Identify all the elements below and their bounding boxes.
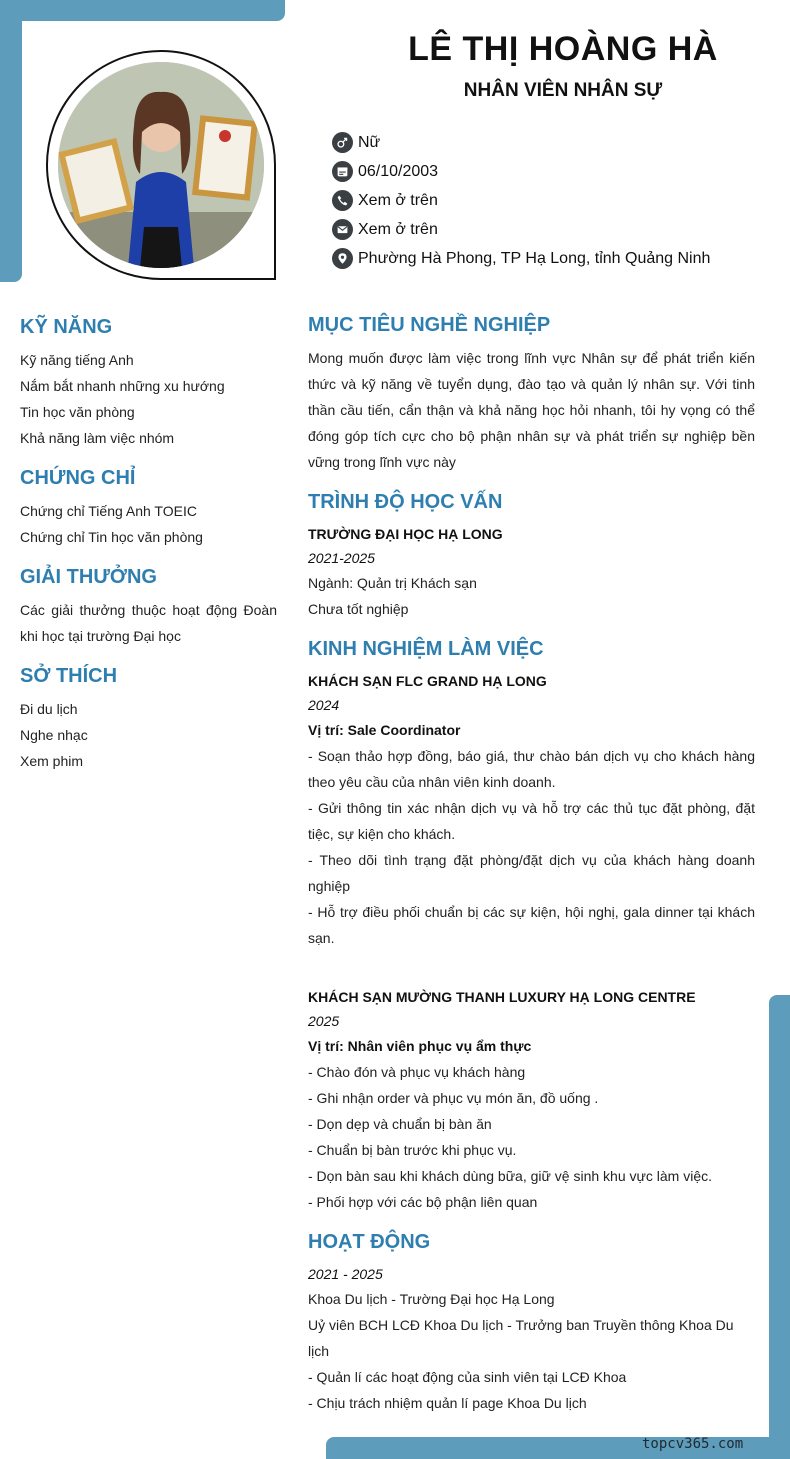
candidate-name: LÊ THỊ HOÀNG HÀ [408, 30, 718, 68]
decorative-right-bar [769, 995, 790, 1459]
job-duty: - Hỗ trợ điều phối chuẩn bị các sự kiện, hội nghị, gala dinner tại khách sạn. [308, 904, 755, 946]
right-column [308, 314, 755, 1432]
education-period: 2021-2025 [308, 550, 375, 566]
left-column [20, 316, 277, 790]
activity-line: - Chịu trách nhiệm quản lí page Khoa Du lịch [308, 1395, 587, 1411]
contact-phone [332, 186, 710, 215]
certificate-item: Chứng chỉ Tiếng Anh TOEIC [20, 503, 197, 519]
job-duty: - Theo dõi tình trạng đặt phòng/đặt dịch vụ của khách hàng doanh nghiệp [308, 852, 755, 894]
job-position: Vị trí: Nhân viên phục vụ ẩm thực [308, 1038, 532, 1054]
education-section [308, 491, 755, 622]
job-duty: - Phối hợp với các bộ phận liên quan [308, 1194, 538, 1210]
objective-section [308, 314, 755, 475]
objective-text: Mong muốn được làm việc trong lĩnh vực Nhân sự để phát triển kiến thức và kỹ năng về tuyển dụng, đào tạo và quản lý nhân sự. Với tinh thần cầu tiến, cẩn thận và khả năng học hỏi nhanh, tôi hy vọng có thể đóng góp tích cực cho bộ phận nhân sự và phát triển sự nghiệp bền vững trong lĩnh vực này [308, 350, 755, 470]
phone-icon [332, 190, 353, 211]
contact-address-text: Phường Hà Phong, TP Hạ Long, tỉnh Quảng Ninh [358, 249, 711, 267]
job-period: 2024 [308, 697, 340, 713]
contact-list [332, 128, 710, 273]
profile-photo [58, 62, 264, 268]
skill-item: Khả năng làm việc nhóm [20, 430, 175, 446]
hobbies-title: SỞ THÍCH [20, 665, 118, 687]
location-icon [332, 248, 353, 269]
job-duty: - Soạn thảo hợp đồng, báo giá, thư chào bán dịch vụ cho khách hàng theo yêu cầu của nhân viên kinh doanh. [308, 748, 755, 790]
experience-title: KINH NGHIỆM LÀM VIỆC [308, 638, 544, 660]
hobby-item: Đi du lịch [20, 701, 78, 717]
awards-section [20, 566, 277, 649]
job-duty: - Chào đón và phục vụ khách hàng [308, 1064, 526, 1080]
job-company: KHÁCH SẠN MƯỜNG THANH LUXURY HẠ LONG CENTRE [308, 989, 696, 1005]
skill-item: Kỹ năng tiếng Anh [20, 352, 134, 368]
award-text: Các giải thưởng thuộc hoạt động Đoàn khi học tại trường Đại học [20, 602, 277, 644]
job-company: KHÁCH SẠN FLC GRAND HẠ LONG [308, 673, 547, 689]
hobby-item: Xem phim [20, 753, 84, 769]
email-icon [332, 219, 353, 240]
activities-title: HOẠT ĐỘNG [308, 1231, 431, 1253]
education-major: Ngành: Quản trị Khách sạn [308, 575, 477, 591]
contact-birthday-text: 06/10/2003 [358, 162, 439, 180]
decorative-top-bar [0, 0, 285, 21]
job-duty: - Dọn dẹp và chuẩn bị bàn ăn [308, 1116, 492, 1132]
contact-gender-text: Nữ [358, 133, 381, 151]
activity-line: Khoa Du lịch - Trường Đại học Hạ Long [308, 1291, 555, 1307]
job-duty: - Ghi nhận order và phục vụ món ăn, đồ uống . [308, 1090, 599, 1106]
objective-title: MỤC TIÊU NGHỀ NGHIỆP [308, 314, 551, 336]
decorative-left-bar [0, 0, 22, 282]
contact-phone-text: Xem ở trên [358, 191, 438, 209]
skills-section [20, 316, 277, 451]
watermark: topcv365.com [642, 1436, 744, 1452]
contact-address [332, 244, 710, 273]
certificate-item: Chứng chỉ Tin học văn phòng [20, 529, 203, 545]
job-duty: - Chuẩn bị bàn trước khi phục vụ. [308, 1142, 517, 1158]
activity-line: Uỷ viên BCH LCĐ Khoa Du lịch - Trưởng ban Truyền thông Khoa Du lịch [308, 1317, 734, 1359]
job-duty: - Gửi thông tin xác nhận dịch vụ và hỗ trợ các thủ tục đặt phòng, đặt tiệc, sự kiện cho khách. [308, 800, 755, 842]
education-status: Chưa tốt nghiệp [308, 601, 409, 617]
education-title: TRÌNH ĐỘ HỌC VẤN [308, 491, 503, 513]
activities-period: 2021 - 2025 [308, 1266, 383, 1282]
hobbies-section [20, 665, 277, 774]
activities-section [308, 1231, 755, 1416]
calendar-icon [332, 161, 353, 182]
hobby-item: Nghe nhạc [20, 727, 88, 743]
skills-title: KỸ NĂNG [20, 316, 113, 338]
certificates-section [20, 467, 277, 550]
job-period: 2025 [308, 1013, 340, 1029]
awards-title: GIẢI THƯỞNG [20, 566, 157, 588]
certificates-title: CHỨNG CHỈ [20, 467, 136, 489]
contact-birthday [332, 157, 710, 186]
school-name: TRƯỜNG ĐẠI HỌC HẠ LONG [308, 526, 503, 542]
activity-line: - Quản lí các hoạt động của sinh viên tại LCĐ Khoa [308, 1369, 627, 1385]
job-position: Vị trí: Sale Coordinator [308, 722, 461, 738]
contact-gender [332, 128, 710, 157]
skill-item: Nắm bắt nhanh những xu hướng [20, 378, 225, 394]
job-duty: - Dọn bàn sau khi khách dùng bữa, giữ vệ sinh khu vực làm việc. [308, 1168, 712, 1184]
contact-email-text: Xem ở trên [358, 220, 438, 238]
experience-section [308, 638, 755, 1215]
candidate-role: NHÂN VIÊN NHÂN SỰ [463, 80, 663, 101]
contact-email [332, 215, 710, 244]
job-spacer [308, 951, 755, 985]
gender-icon [332, 132, 353, 153]
skill-item: Tin học văn phòng [20, 404, 135, 420]
